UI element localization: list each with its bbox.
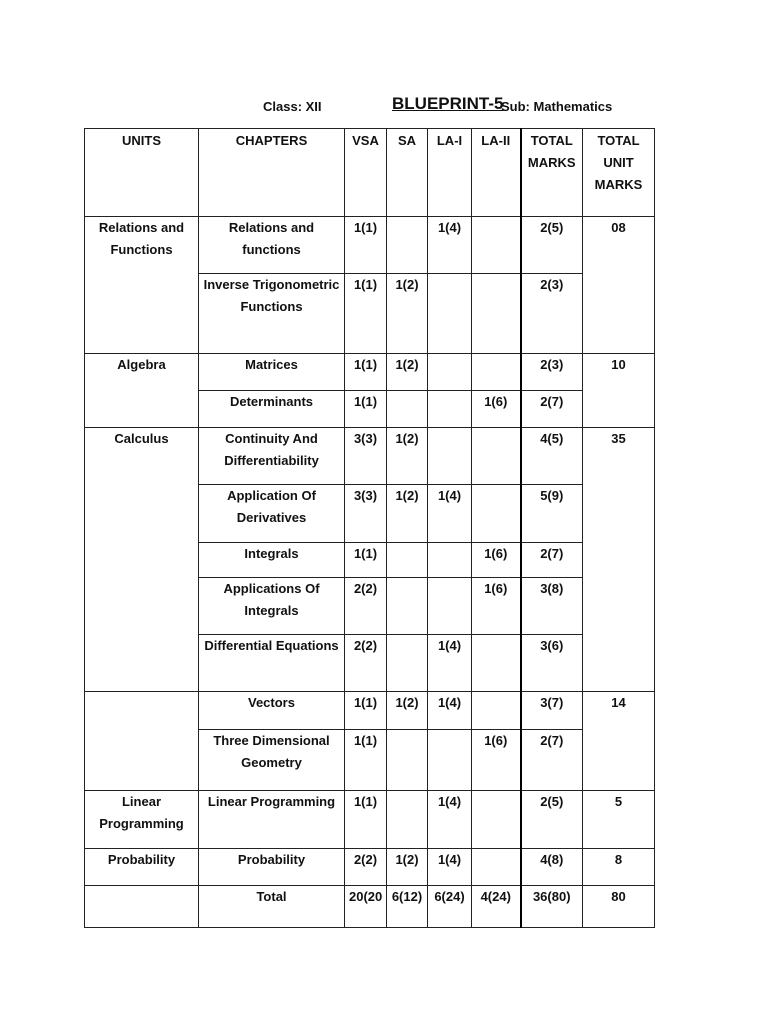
col-header-total-marks: TOTAL MARKS [521,129,583,217]
la1-cell: 1(4) [428,692,472,730]
sa-cell [387,791,428,849]
la2-cell: 1(6) [472,578,521,635]
unit-total-linear-programming: 5 [583,791,655,849]
total-label: Total [199,886,345,928]
vsa-cell: 1(1) [345,692,387,730]
chapter-cell: Vectors [199,692,345,730]
sa-cell [387,730,428,791]
la1-cell [428,354,472,391]
total-marks-cell: 2(3) [521,354,583,391]
chapter-cell: Three Dimensional Geometry [199,730,345,791]
chapter-cell: Probability [199,849,345,886]
unit-total-relations: 08 [583,217,655,354]
total-marks-cell: 2(7) [521,543,583,578]
total-row-unit-cell [85,886,199,928]
sa-cell [387,635,428,692]
la1-cell [428,543,472,578]
la2-cell [472,274,521,354]
vsa-cell: 2(2) [345,578,387,635]
la1-cell: 1(4) [428,849,472,886]
la2-cell [472,217,521,274]
sa-cell: 1(2) [387,354,428,391]
unit-total-algebra: 10 [583,354,655,428]
total-vsa-cell: 20(20 [345,886,387,928]
la1-cell: 1(4) [428,217,472,274]
sa-cell [387,543,428,578]
la2-cell [472,692,521,730]
unit-cell-linear-programming: Linear Programming [85,791,199,849]
blueprint-title: BLUEPRINT-5 [392,94,504,113]
total-marks-cell: 3(8) [521,578,583,635]
la1-cell: 1(4) [428,791,472,849]
la2-cell [472,428,521,485]
table-row [85,354,655,391]
la1-cell: 1(4) [428,635,472,692]
total-row [85,886,655,928]
table-row [85,428,655,485]
total-marks-cell: 2(7) [521,730,583,791]
vsa-cell: 1(1) [345,274,387,354]
unit-cell-vectors [85,692,199,791]
vsa-cell: 3(3) [345,428,387,485]
la1-cell [428,428,472,485]
total-marks-cell: 5(9) [521,485,583,543]
total-marks-cell: 4(5) [521,428,583,485]
sa-cell [387,217,428,274]
col-header-total-unit-marks: TOTAL UNIT MARKS [583,129,655,217]
col-header-chapters: CHAPTERS [199,129,345,217]
sa-cell [387,578,428,635]
la2-cell [472,849,521,886]
sa-cell: 1(2) [387,692,428,730]
total-marks-cell: 3(7) [521,692,583,730]
la2-cell [472,635,521,692]
sa-cell [387,391,428,428]
vsa-cell: 1(1) [345,730,387,791]
table-row [85,849,655,886]
la2-cell [472,485,521,543]
chapter-cell: Integrals [199,543,345,578]
unit-cell-probability: Probability [85,849,199,886]
chapter-cell: Matrices [199,354,345,391]
chapter-cell: Application Of Derivatives [199,485,345,543]
total-la1-cell: 6(24) [428,886,472,928]
vsa-cell: 1(1) [345,391,387,428]
total-marks-grand-cell: 36(80) [521,886,583,928]
total-marks-cell: 2(7) [521,391,583,428]
vsa-cell: 3(3) [345,485,387,543]
unit-total-probability: 8 [583,849,655,886]
total-marks-cell: 2(5) [521,791,583,849]
unit-total-calculus: 35 [583,428,655,692]
la2-cell: 1(6) [472,391,521,428]
document-header [0,0,768,128]
chapter-cell: Linear Programming [199,791,345,849]
col-header-vsa: VSA [345,129,387,217]
unit-total-vectors: 14 [583,692,655,791]
blueprint-table [84,128,655,928]
chapter-cell: Applications Of Integrals [199,578,345,635]
vsa-cell: 1(1) [345,543,387,578]
total-unit-marks-grand-cell: 80 [583,886,655,928]
total-marks-cell: 2(3) [521,274,583,354]
la1-cell [428,578,472,635]
la1-cell [428,391,472,428]
sa-cell: 1(2) [387,428,428,485]
total-la2-cell: 4(24) [472,886,521,928]
sa-cell: 1(2) [387,849,428,886]
vsa-cell: 2(2) [345,635,387,692]
col-header-sa: SA [387,129,428,217]
chapter-cell: Differential Equations [199,635,345,692]
la1-cell: 1(4) [428,485,472,543]
table-row [85,692,655,730]
class-label: Class: XII [263,99,322,114]
col-header-units: UNITS [85,129,199,217]
chapter-cell: Relations and functions [199,217,345,274]
col-header-la1: LA-I [428,129,472,217]
total-sa-cell: 6(12) [387,886,428,928]
la1-cell [428,730,472,791]
chapter-cell: Inverse Trigonometric Functions [199,274,345,354]
vsa-cell: 1(1) [345,791,387,849]
total-marks-cell: 4(8) [521,849,583,886]
vsa-cell: 2(2) [345,849,387,886]
header-row [85,129,655,217]
unit-cell-relations: Relations and Functions [85,217,199,354]
unit-cell-algebra: Algebra [85,354,199,428]
sa-cell: 1(2) [387,485,428,543]
la2-cell: 1(6) [472,543,521,578]
total-marks-cell: 3(6) [521,635,583,692]
col-header-la2: LA-II [472,129,521,217]
table-row [85,791,655,849]
vsa-cell: 1(1) [345,217,387,274]
sa-cell: 1(2) [387,274,428,354]
chapter-cell: Continuity And Differentiability [199,428,345,485]
vsa-cell: 1(1) [345,354,387,391]
la1-cell [428,274,472,354]
subject-label: Sub: Mathematics [501,99,613,114]
la2-cell [472,791,521,849]
la2-cell: 1(6) [472,730,521,791]
la2-cell [472,354,521,391]
unit-cell-calculus: Calculus [85,428,199,692]
chapter-cell: Determinants [199,391,345,428]
total-marks-cell: 2(5) [521,217,583,274]
table-row [85,217,655,274]
